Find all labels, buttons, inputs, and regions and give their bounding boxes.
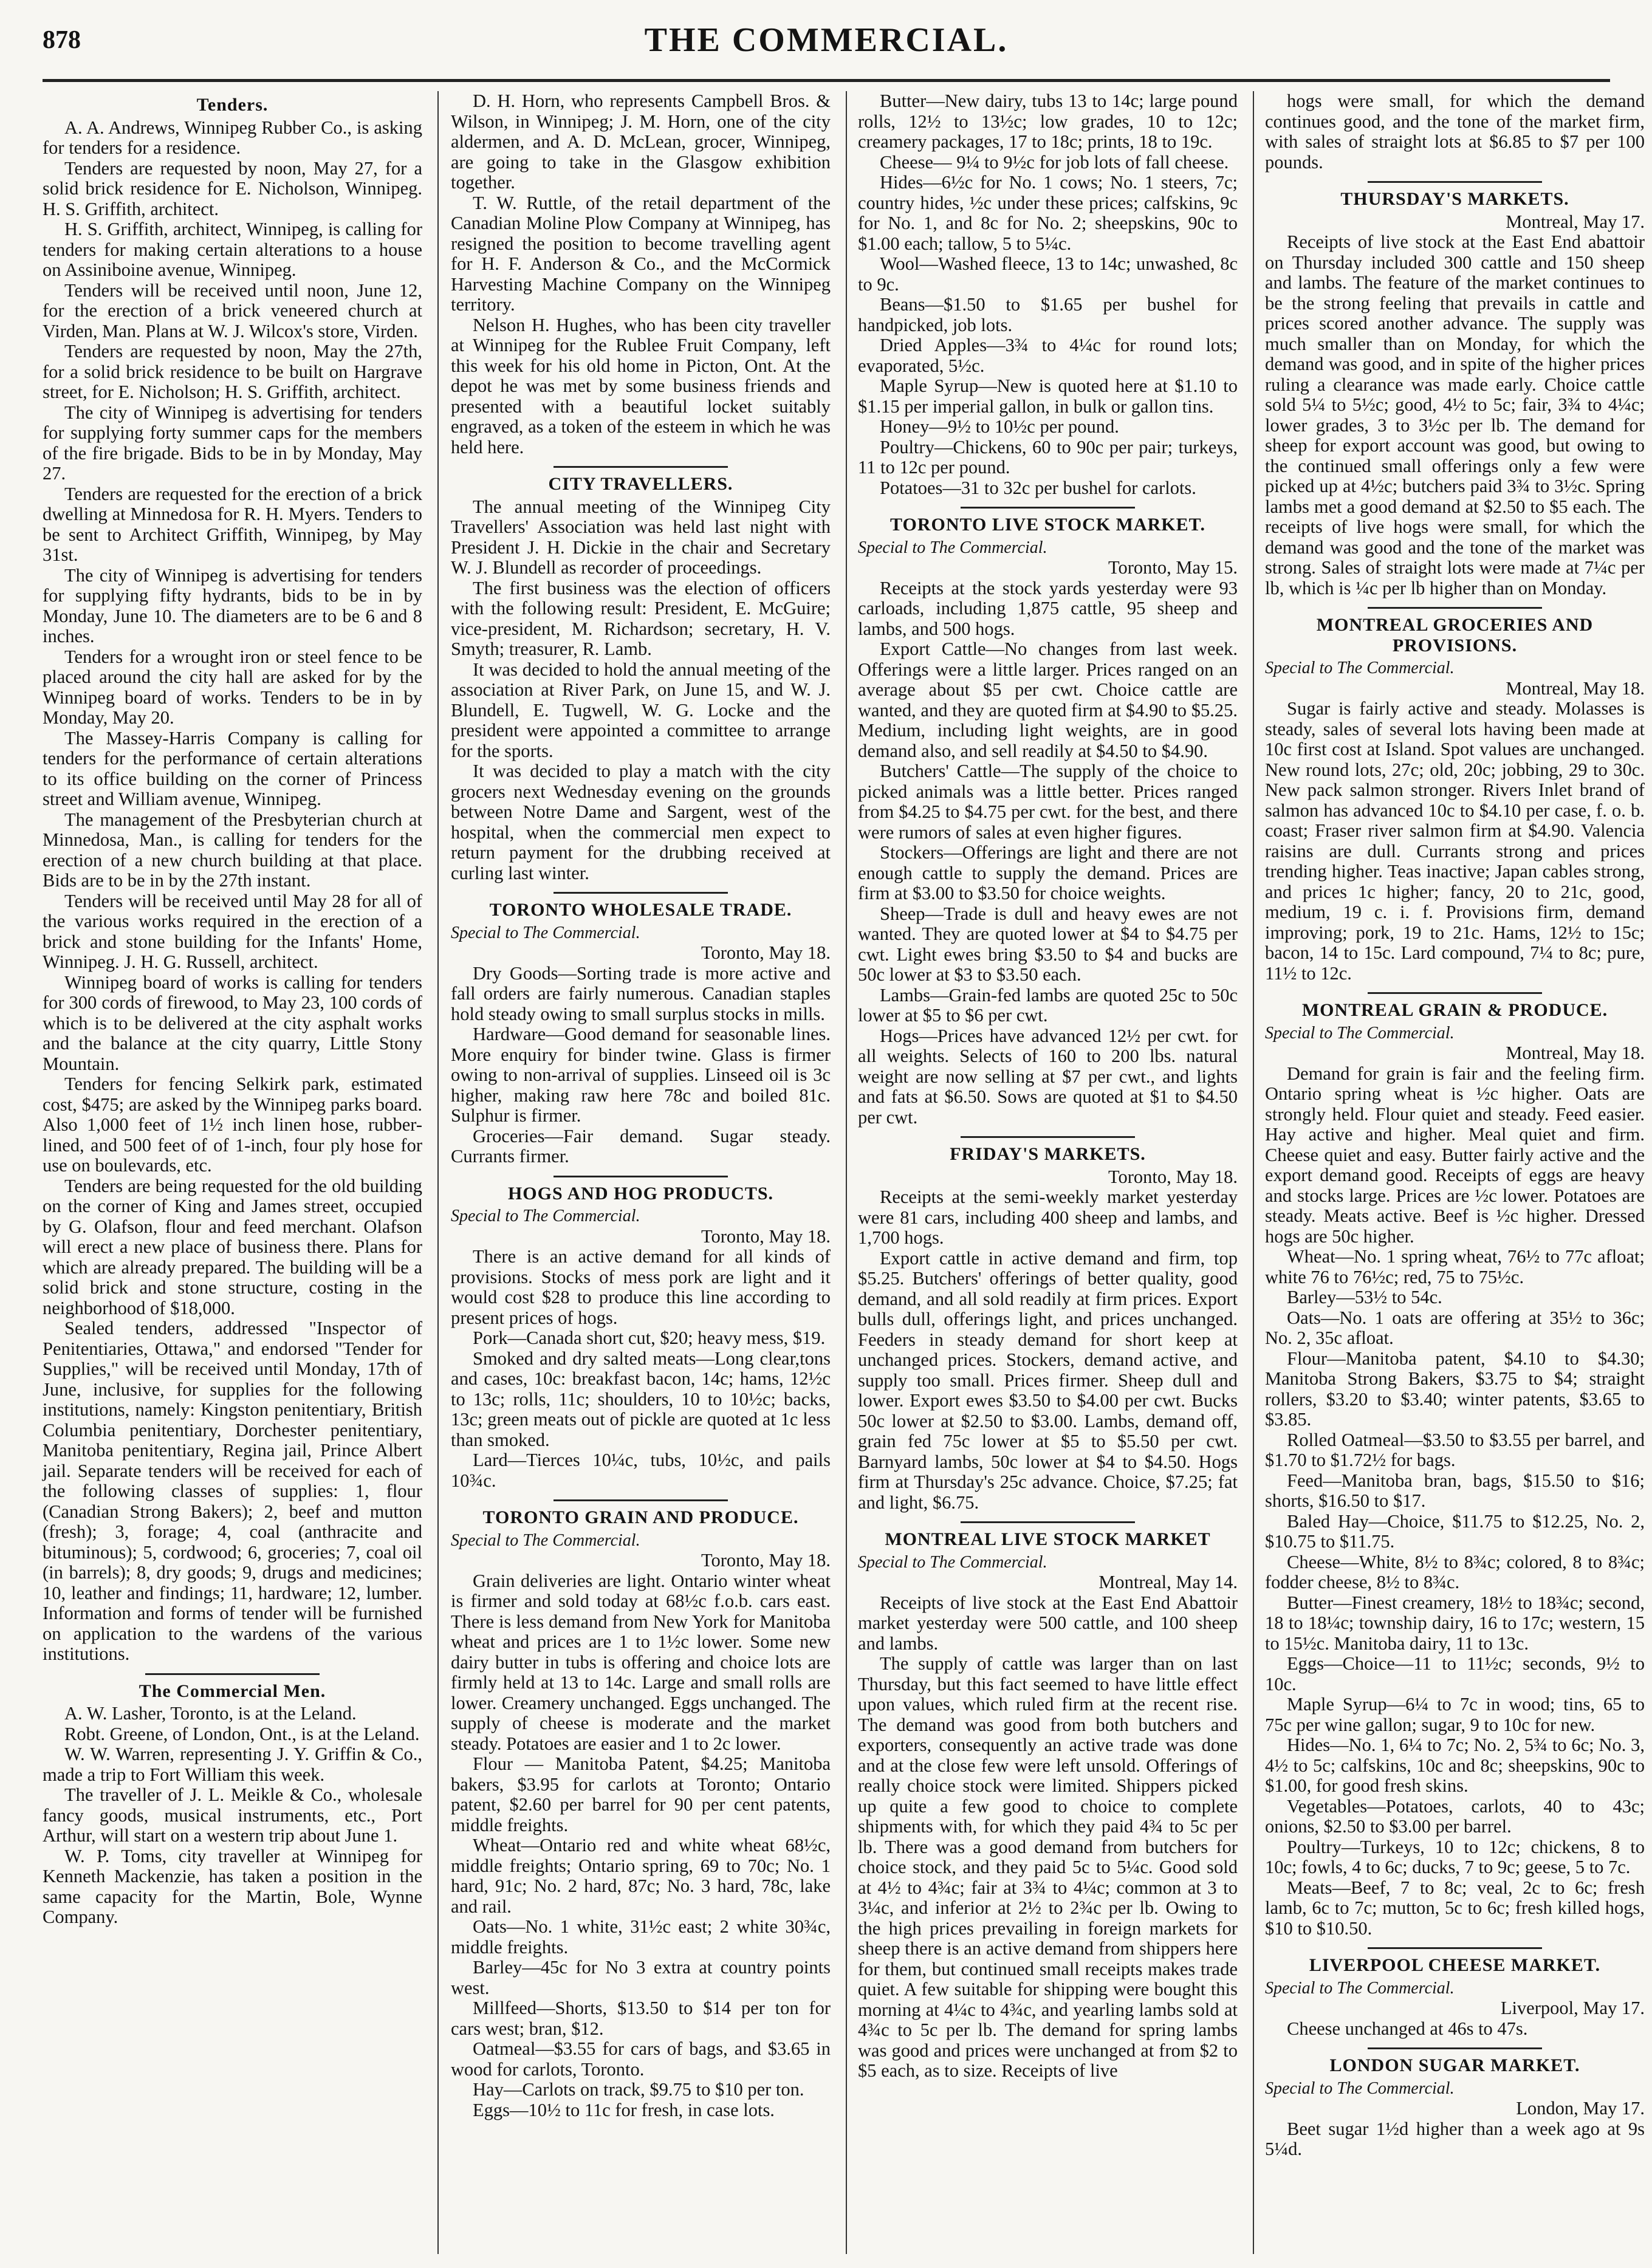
page-number: 878	[43, 26, 81, 54]
column-4	[1265, 91, 1645, 2168]
section-separator	[554, 466, 728, 468]
paragraph: The city of Winnipeg is advertising for tenders for supplying fifty hydrants, bids to be in by Monday, June 10. The diameters are to be 6 and 8 inches.	[43, 564, 422, 646]
running-title: THE COMMERCIAL.	[644, 21, 1009, 59]
dateline: Toronto, May 18.	[701, 942, 831, 963]
section-heading: TORONTO LIVE STOCK MARKET.	[890, 515, 1205, 535]
paragraph: W. P. Toms, city traveller at Winnipeg for Kenneth Mackenzie, has taken a position in the same capacity for the Martin, Bole, Wynne Company.	[43, 1845, 422, 1927]
paragraph: Flour—Manitoba patent, $4.10 to $4.30; Manitoba Strong Bakers, $3.75 to $4; straight rollers, $3.20 to $3.40; winter patents, $3.65 to $3.85.	[1265, 1348, 1645, 1430]
paragraph: Barley—53½ to 54c.	[1287, 1287, 1442, 1307]
paragraph: Tenders are requested by noon, May 27, for a solid brick residence for E. Nicholson, Winnipeg. H. S. Griffith, architect.	[43, 157, 422, 219]
paragraph: Winnipeg board of works is calling for tenders for 300 cords of firewood, to May 23, 100 cords of which is to be delivered at the city asphalt works and the balance at the city quarry, Little Stony Mountain.	[43, 971, 422, 1074]
article	[451, 1176, 831, 1492]
section-heading: The Commercial Men.	[139, 1680, 326, 1701]
paragraph: The supply of cattle was larger than on last Thursday, but this fact seemed to have little effect upon values, which ruled firm at the recent rise. The demand was good from both butchers and exporters, consequently an active trade was done and at the close few were left unsold. Offerings of really choice stock were limited. Shippers picked up quite a few good to choice to complete shipments with, for which they paid 4¾ to 5c per lb. There was a good demand from butchers for choice stock, and they paid 5c to 5¼c. Good sold at 4½ to 4¾c; fair at 3¾ to 4¼c; common at 3 to 3¼c, and inferior at 2½ to 2¾c per lb. Owing to the high prices prevailing in foreign markets for sheep there is an active demand from shippers here for them, but continued small receipts makes trade quiet. A few suitable for shipping were bought this morning at 4¼c to 4¾c, and yearling lambs sold at 4¾c to 5c per lb. The demand for spring lambs was good and prices were unchanged at from $2 to $5 each, as to size. Receipts of live	[858, 1653, 1238, 2081]
paragraph: Hay—Carlots on track, $9.75 to $10 per ton.	[473, 2079, 804, 2100]
section-separator	[145, 1673, 320, 1675]
paragraph: Flour — Manitoba Patent, $4.25; Manitoba bakers, $3.95 for carlots at Toronto; Ontario patent, $2.60 per barrel for 90 per cent patents, middle freights.	[451, 1753, 831, 1835]
article	[1265, 1947, 1645, 2039]
paragraph: Cheese— 9¼ to 9½c for job lots of fall cheese.	[880, 151, 1229, 173]
dateline: Toronto, May 15.	[1108, 557, 1238, 578]
special-note: Special to The Commercial.	[858, 1552, 1047, 1572]
paragraph: The traveller of J. L. Meikle & Co., wholesale fancy goods, musical instruments, etc., Port Arthur, will start on a western trip about June 1.	[43, 1784, 422, 1846]
paragraph: Oatmeal—$3.55 for cars of bags, and $3.65 in wood for carlots, Toronto.	[451, 2038, 831, 2080]
article	[43, 1673, 422, 1928]
section-separator	[1368, 2047, 1543, 2049]
paragraph: Export Cattle—No changes from last week. Offerings were a little larger. Prices ranged on an average about $5 per cwt. Choice cattle are wanted, and they are quoted firm at $4.90 to $5.25. Medium, including light weights, are in good demand also, and sell readily at $4.50 to $4.90.	[858, 639, 1238, 761]
paragraph: Receipts of live stock at the East End abattoir on Thursday included 300 cattle and 150 sheep and lambs. The feature of the market continues to be the strong feeling that prevails in cattle and prices scored another advance. The supply was much smaller than on Monday, for which the demand was good, and in spite of the higher prices ruling a clearance was made early. Choice cattle sold 5¼ to 5½c; good, 4½ to 5c; fair, 3¾ to 4¼c; lower grades, 3 to 3½c per lb. The demand for sheep for export account was good, but owing to the continued small offerings only a few were picked up at 4½c; butchers paid 3¾ to 3½c. Spring lambs met a good demand at $2.50 to $5 each. The receipts of live hogs were small, for which the demand was good and the tone of the market was strong. Sales of straight lots were made at 7¼c per lb, which is ¼c per lb higher than on Monday.	[1265, 231, 1645, 598]
article	[43, 95, 422, 1665]
dateline: Liverpool, May 17.	[1500, 1998, 1645, 2018]
paragraph: A. A. Andrews, Winnipeg Rubber Co., is asking for tenders for a residence.	[43, 117, 422, 158]
paragraph: Dry Goods—Sorting trade is more active and fall orders are fairly numerous. Canadian staples hold steady owing to small surplus stocks in mills.	[451, 962, 831, 1024]
paragraph: Hogs—Prices have advanced 12½ per cwt. for all weights. Selects of 160 to 200 lbs. natural weight are now selling at $7 per cwt., and lights and fats at $6.50. Sows are quoted at $1 to $4.50 per cwt.	[858, 1025, 1238, 1128]
paragraph: Honey—9½ to 10½c per pound.	[880, 416, 1119, 437]
paragraph: Oats—No. 1 oats are offering at 35½ to 36c; No. 2, 35c afloat.	[1265, 1307, 1645, 1348]
paragraph: Cheese unchanged at 46s to 47s.	[1287, 2018, 1528, 2039]
paragraph: It was decided to play a match with the city grocers next Wednesday evening on the grounds between Notre Dame and Sargent, west of the hospital, when the commercial men expect to return payment for the drubbing received at curling last winter.	[451, 761, 831, 883]
section-separator	[961, 507, 1136, 509]
paragraph: Beet sugar 1½d higher than a week ago at 9s 5¼d.	[1265, 2118, 1645, 2159]
section-separator	[1368, 607, 1543, 609]
section-separator	[554, 1499, 728, 1501]
paragraph: H. S. Griffith, architect, Winnipeg, is calling for tenders for making certain alterations to a house on Assiniboine avenue, Winnipeg.	[43, 219, 422, 280]
article	[1265, 607, 1645, 984]
section-separator	[1368, 992, 1543, 994]
paragraph: The annual meeting of the Winnipeg City Travellers' Association was held last night with President J. H. Dickie in the chair and Secretary W. J. Blundell as recorder of proceedings.	[451, 496, 831, 578]
dateline: Montreal, May 18.	[1506, 677, 1645, 699]
paragraph: Cheese—White, 8½ to 8¾c; colored, 8 to 8¾c; fodder cheese, 8½ to 8¾c.	[1265, 1551, 1645, 1592]
special-note: Special to The Commercial.	[451, 1207, 640, 1225]
paragraph: Hides—No. 1, 6¼ to 7c; No. 2, 5¾ to 6c; No. 3, 4½ to 5c; calfskins, 10c and 8c; sheepskins, 90c to $1.00, for good fresh skins.	[1265, 1735, 1645, 1796]
paragraph: Sealed tenders, addressed "Inspector of Penitentiaries, Ottawa," and endorsed "Tender for Supplies," will be received until Monday, 17th of June, inclusive, for supplies for the following institutions, namely: Kingston penitentiary, British Columbia penitentiary, Dorchester penitentiary, Manitoba penitentiary, Regina jail, Prince Albert jail. Separate tenders will be received for each of the following classes of supplies: 1, flour (Canadian Strong Bakers); 2, beef and mutton (fresh); 3, forage; 4, coal (anthracite and bituminous); 5, cordwood; 6, groceries; 7, coal oil (in barrels); 8, dry goods; 9, drugs and medicines; 10, leather and findings; 11, hardware; 12, lumber. Information and forms of tender will be furnished on application to the wardens of the various institutions.	[43, 1318, 422, 1664]
paragraph: Tenders are requested by noon, May the 27th, for a solid brick residence to be built on Hargrave street, for E. Nicholson; H. S. Griffith, architect.	[43, 341, 422, 402]
article	[858, 507, 1238, 1128]
paragraph: Hides—6½c for No. 1 cows; No. 1 steers, 7c; country hides, ½c under these prices; calfskins, 9c for No. 1, and 8c for No. 2; sheepskins, 90c to $1.00 each; tallow, 5 to 5¼c.	[858, 172, 1238, 254]
dateline: Toronto, May 18.	[701, 1225, 831, 1247]
article	[858, 91, 1238, 498]
column-divider	[437, 91, 439, 2254]
paragraph: Maple Syrup—New is quoted here at $1.10 to $1.15 per imperial gallon, in bulk or gallon tins.	[858, 375, 1238, 417]
section-separator	[1368, 181, 1543, 183]
paragraph: Nelson H. Hughes, who has been city traveller at Winnipeg for the Rublee Fruit Company, left this week for his old home in Picton, Ont. At the depot he was met by some business friends and presented with a beautiful locket suitably engraved, as a token of the esteem in which he was held here.	[451, 314, 831, 457]
column-divider	[1253, 91, 1254, 2254]
paragraph: Tenders for fencing Selkirk park, estimated cost, $475; are asked by the Winnipeg parks board. Also 1,000 feet of 1½ inch linen hose, rubber-lined, and 500 feet of of 1-inch, four ply hose for use on boulevards, etc.	[43, 1074, 422, 1176]
section-heading: CITY TRAVELLERS.	[548, 474, 733, 494]
paragraph: Butter—New dairy, tubs 13 to 14c; large pound rolls, 12½ to 13½c; low grades, 10 to 12c; creamery packages, 17 to 18c; prints, 18 to 19c.	[858, 91, 1238, 152]
paragraph: The first business was the election of officers with the following result: President, E. McGuire; vice-president, M. Richardson; secretary, H. V. Smyth; treasurer, R. Lamb.	[451, 577, 831, 659]
paragraph: The city of Winnipeg is advertising for tenders for supplying forty summer caps for the members of the fire brigade. Bids to be in by Monday, May 27.	[43, 402, 422, 484]
dateline: London, May 17.	[1516, 2098, 1645, 2119]
paragraph: Rolled Oatmeal—$3.50 to $3.55 per barrel, and $1.70 to $1.72½ for bags.	[1265, 1429, 1645, 1470]
paragraph: Receipts at the semi-weekly market yesterday were 81 cars, including 400 sheep and lambs, and 1,700 hogs.	[858, 1187, 1238, 1248]
paragraph: Eggs—Choice—11 to 11½c; seconds, 9½ to 10c.	[1265, 1653, 1645, 1694]
paragraph: Beans—$1.50 to $1.65 per bushel for handpicked, job lots.	[858, 294, 1238, 335]
special-note: Special to The Commercial.	[1265, 1023, 1455, 1043]
section-heading: LONDON SUGAR MARKET.	[1329, 2055, 1580, 2075]
paragraph: Groceries—Fair demand. Sugar steady. Currants firmer.	[451, 1125, 831, 1167]
section-separator	[1368, 1947, 1543, 1949]
section-heading: HOGS AND HOG PRODUCTS.	[507, 1183, 774, 1204]
article	[1265, 992, 1645, 1939]
paragraph: T. W. Ruttle, of the retail department of the Canadian Moline Plow Company at Winnipeg, has resigned the position to become travelling agent for H. F. Anderson & Co., and the McCormick Harvesting Machine Company on the Winnipeg territory.	[451, 192, 831, 315]
section-separator	[961, 1521, 1136, 1523]
section-heading: Tenders.	[196, 95, 269, 115]
dateline: Montreal, May 17.	[1506, 211, 1645, 232]
dateline: Montreal, May 18.	[1506, 1043, 1645, 1063]
paragraph: Robt. Greene, of London, Ont., is at the Leland.	[64, 1723, 420, 1744]
paragraph: D. H. Horn, who represents Campbell Bros. & Wilson, in Winnipeg; J. M. Horn, one of the city aldermen, and A. D. McLean, grocer, Winnipeg, are going to take in the Glasgow exhibition together.	[451, 91, 831, 193]
paragraph: Vegetables—Potatoes, carlots, 40 to 43c; onions, $2.50 to $3.00 per barrel.	[1265, 1795, 1645, 1837]
section-heading: MONTREAL GRAIN & PRODUCE.	[1301, 1000, 1608, 1020]
paragraph: Barley—45c for No 3 extra at country points west.	[451, 1957, 831, 1998]
column-2	[451, 91, 831, 2129]
paragraph: Receipts of live stock at the East End Abattoir market yesterday were 500 cattle, and 100 sheep and lambs.	[858, 1592, 1238, 1654]
article	[1265, 91, 1645, 173]
column-divider	[846, 91, 847, 2254]
paragraph: Lard—Tierces 10¼c, tubs, 10½c, and pails 10¾c.	[451, 1450, 831, 1491]
paragraph: Export cattle in active demand and firm, top $5.25. Butchers' offerings of better quality, good demand, and all sold readily at firm prices. Export bulls dull, offerings light, and prices unchanged. Feeders in steady demand for short keep at unchanged prices. Stockers, demand active, and supply too small. Prices firmer. Sheep dull and lower. Export ewes $3.50 to $4.00 per cwt. Bucks 50c lower at $2.50 to $3.00. Lambs, demand off, grain fed 75c lower at $5 to $5.50 per cwt. Barnyard lambs, 50c lower at $4 to $4.50. Hogs firm at Thursday's 25c advance. Choice, $7.25; fat and light, $6.75.	[858, 1247, 1238, 1513]
paragraph: Dried Apples—3¾ to 4¼c for round lots; evaporated, 5½c.	[858, 335, 1238, 376]
paragraph: Sugar is fairly active and steady. Molasses is steady, sales of several lots having been made at 10c first cost at Island. Spot values are unchanged. New round lots, 27c; old, 20c; jobbing, 29 to 30c. New pack salmon stronger. Rivers Inlet brand of salmon has advanced 10c to $4.10 per case, f. o. b. coast; Fraser river salmon firm at $4.90. Valencia raisins are dull. Currants strong and prices trending higher. Teas inactive; Japan cables strong, and prices 1c higher; fancy, 20 to 21c, good, medium, 19 c. i. f. Provisions firm, demand improving; pork, 19 to 21c. Hams, 12½ to 15c; bacon, 14 to 15c. Lard compound, 7¼ to 8c; pure, 11½ to 12c.	[1265, 698, 1645, 984]
paragraph: Hardware—Good demand for seasonable lines. More enquiry for binder twine. Glass is firmer owing to non-arrival of supplies. Linseed oil is 3c higher, making raw here 78c and boiled 81c. Sulphur is firmer.	[451, 1024, 831, 1126]
paragraph: Stockers—Offerings are light and there are not enough cattle to supply the demand. Prices are firm at $3.00 to $3.50 for choice weights.	[858, 842, 1238, 903]
dateline: Montreal, May 14.	[1098, 1572, 1238, 1592]
special-note: Special to The Commercial.	[858, 538, 1047, 557]
section-separator	[554, 892, 728, 894]
column-1	[43, 91, 422, 1936]
paragraph: Wheat—No. 1 spring wheat, 76½ to 77c afloat; white 76 to 76½c; red, 75 to 75½c.	[1265, 1246, 1645, 1287]
paragraph: Tenders are being requested for the old building on the corner of King and James street, occupied by G. Olafson, flour and feed merchant. Olafson will erect a new place of business there. Plans for which are already prepared. The building will be a solid brick and stone structure, costing in the neighborhood of $18,000.	[43, 1175, 422, 1318]
paragraph: Pork—Canada short cut, $20; heavy mess, $19.	[473, 1328, 826, 1348]
section-separator	[554, 1176, 728, 1177]
paragraph: Meats—Beef, 7 to 8c; veal, 2c to 6c; fresh lamb, 6c to 7c; mutton, 5c to 6c; fresh killed hogs, $10 to $10.50.	[1265, 1877, 1645, 1939]
paragraph: Tenders for a wrought iron or steel fence to be placed around the city hall are asked for by the Winnipeg board of works. Tenders to be in by Monday, May 20.	[43, 646, 422, 728]
article	[1265, 181, 1645, 598]
paragraph: Wool—Washed fleece, 13 to 14c; unwashed, 8c to 9c.	[858, 253, 1238, 295]
section-heading: MONTREAL GROCERIES AND PROVISIONS.	[1316, 615, 1594, 656]
article	[1265, 2047, 1645, 2160]
section-heading: FRIDAY'S MARKETS.	[950, 1144, 1146, 1164]
special-note: Special to The Commercial.	[1265, 2078, 1455, 2098]
section-heading: THURSDAY'S MARKETS.	[1340, 189, 1569, 209]
paragraph: Potatoes—31 to 32c per bushel for carlots.	[880, 477, 1196, 498]
paragraph: Oats—No. 1 white, 31½c east; 2 white 30¾c, middle freights.	[451, 1916, 831, 1958]
paragraph: Poultry—Chickens, 60 to 90c per pair; turkeys, 11 to 12c per pound.	[858, 436, 1238, 478]
paragraph: Tenders will be received until noon, June 12, for the erection of a brick veneered church at Virden, Man. Plans at W. J. Wilcox's store, Virden.	[43, 279, 422, 341]
paragraph: hogs were small, for which the demand continues good, and the tone of the market firm, with sales of straight lots at $6.85 to $7 per 100 pounds.	[1265, 91, 1645, 173]
column-3	[858, 91, 1238, 2090]
paragraph: Eggs—10½ to 11c for fresh, in case lots.	[473, 2099, 775, 2120]
special-note: Special to The Commercial.	[1265, 1978, 1455, 1998]
paragraph: Feed—Manitoba bran, bags, $15.50 to $16; shorts, $16.50 to $17.	[1265, 1470, 1645, 1511]
paragraph: Receipts at the stock yards yesterday were 93 carloads, including 1,875 cattle, 95 sheep and lambs, and 500 hogs.	[858, 577, 1238, 639]
paragraph: Smoked and dry salted meats—Long clear,tons and cases, 10c: breakfast bacon, 14c; hams, 12½c to 13c; rolls, 11c; shoulders, 10 to 10½c; backs, 13c; green meats out of pickle are quoted at 1c less than smoked.	[451, 1348, 831, 1450]
article	[451, 1499, 831, 2120]
paragraph: Wheat—Ontario red and white wheat 68½c, middle freights; Ontario spring, 69 to 70c; No. 1 hard, 91c; No. 2 hard, 87c; No. 3 hard, 78c, lake and rail.	[451, 1835, 831, 1917]
special-note: Special to The Commercial.	[1265, 659, 1455, 677]
paragraph: Maple Syrup—6¼ to 7c in wood; tins, 65 to 75c per wine gallon; sugar, 9 to 10c for new.	[1265, 1694, 1645, 1735]
page-header	[43, 17, 1610, 70]
dateline: Toronto, May 18.	[701, 1550, 831, 1571]
article	[451, 466, 831, 883]
paragraph: W. W. Warren, representing J. Y. Griffin & Co., made a trip to Fort William this week.	[43, 1744, 422, 1785]
dateline: Toronto, May 18.	[1108, 1166, 1238, 1187]
paragraph: The management of the Presbyterian church at Minnedosa, Man., is calling for tenders for the erection of a new church building at that place. Bids are to be in by the 27th instant.	[43, 809, 422, 891]
paragraph: The Massey-Harris Company is calling for tenders for the performance of certain alterations to its office building on the corner of Princess street and William avenue, Winnipeg.	[43, 727, 422, 809]
section-separator	[961, 1136, 1136, 1138]
paragraph: Grain deliveries are light. Ontario winter wheat is firmer and sold today at 68½c f.o.b. cars east. There is less demand from New York for Manitoba wheat and prices are 1 to 1½c lower. Some new dairy butter in tubs is offering and choice lots are firmly held at 13 to 14c. Large and small rolls are lower. Creamery unchanged. Eggs unchanged. The supply of cheese is moderate and the market steady. Potatoes are easier and 1 to 2c lower.	[451, 1570, 831, 1754]
paragraph: Tenders will be received until May 28 for all of the various works required in the erection of a brick and stone building for the Infants' Home, Winnipeg. J. H. G. Russell, architect.	[43, 890, 422, 972]
paragraph: Poultry—Turkeys, 10 to 12c; chickens, 8 to 10c; fowls, 4 to 6c; ducks, 7 to 9c; geese, 5 to 7c.	[1265, 1836, 1645, 1877]
paragraph: Tenders are requested for the erection of a brick dwelling at Minnedosa for R. H. Myers. Tenders to be sent to Architect Griffith, Winnipeg, by May 31st.	[43, 483, 422, 565]
paragraph: Sheep—Trade is dull and heavy ewes are not wanted. They are quoted lower at $4 to $4.75 per cwt. Light ewes bring $3.50 to $4 and bucks are 50c lower at $3 to $3.50 each.	[858, 903, 1238, 985]
article	[451, 91, 831, 457]
section-heading: TORONTO WHOLESALE TRADE.	[489, 900, 792, 920]
section-heading: LIVERPOOL CHEESE MARKET.	[1309, 1955, 1601, 1975]
section-heading: TORONTO GRAIN AND PRODUCE.	[482, 1507, 799, 1527]
section-heading: MONTREAL LIVE STOCK MARKET	[885, 1529, 1211, 1549]
paragraph: A. W. Lasher, Toronto, is at the Leland.	[64, 1703, 357, 1724]
paragraph: It was decided to hold the annual meeting of the association at River Park, on June 15, and W. J. Blundell, E. Tugwell, W. G. Locke and the president were appointed a committee to arrange for the sports.	[451, 659, 831, 761]
article	[858, 1136, 1238, 1513]
header-rule	[43, 79, 1610, 82]
paragraph: Millfeed—Shorts, $13.50 to $14 per ton for cars west; bran, $12.	[451, 1998, 831, 2039]
special-note: Special to The Commercial.	[451, 923, 640, 942]
paragraph: Butchers' Cattle—The supply of the choice to picked animals was a little better. Prices ranged from $4.25 to $4.75 per cwt. for the best, and there were rumors of sales at even higher figures.	[858, 761, 1238, 843]
paragraph: Butter—Finest creamery, 18½ to 18¾c; second, 18 to 18¼c; township dairy, 16 to 17c; western, 15 to 15½c. Manitoba dairy, 11 to 13c.	[1265, 1592, 1645, 1654]
paragraph: Lambs—Grain-fed lambs are quoted 25c to 50c lower at $5 to $6 per cwt.	[858, 984, 1238, 1026]
paragraph: Baled Hay—Choice, $11.75 to $12.25, No. 2, $10.75 to $11.75.	[1265, 1510, 1645, 1552]
paragraph: Demand for grain is fair and the feeling firm. Ontario spring wheat is ½c higher. Oats are strongly held. Flour quiet and steady. Feed easier. Hay active and higher. Meal quiet and firm. Cheese quiet and easy. Butter fairly active and the export demand good. Receipts of eggs are heavy and stocks large. Prices are ½c lower. Potatoes are steady. Meats active. Beef is ½c higher. Dressed hogs are 50c higher.	[1265, 1063, 1645, 1247]
article	[858, 1521, 1238, 2081]
paragraph: There is an active demand for all kinds of provisions. Stocks of mess pork are light and it would cost $28 to produce this line according to present prices of hogs.	[451, 1246, 831, 1328]
special-note: Special to The Commercial.	[451, 1530, 640, 1550]
article	[451, 892, 831, 1167]
